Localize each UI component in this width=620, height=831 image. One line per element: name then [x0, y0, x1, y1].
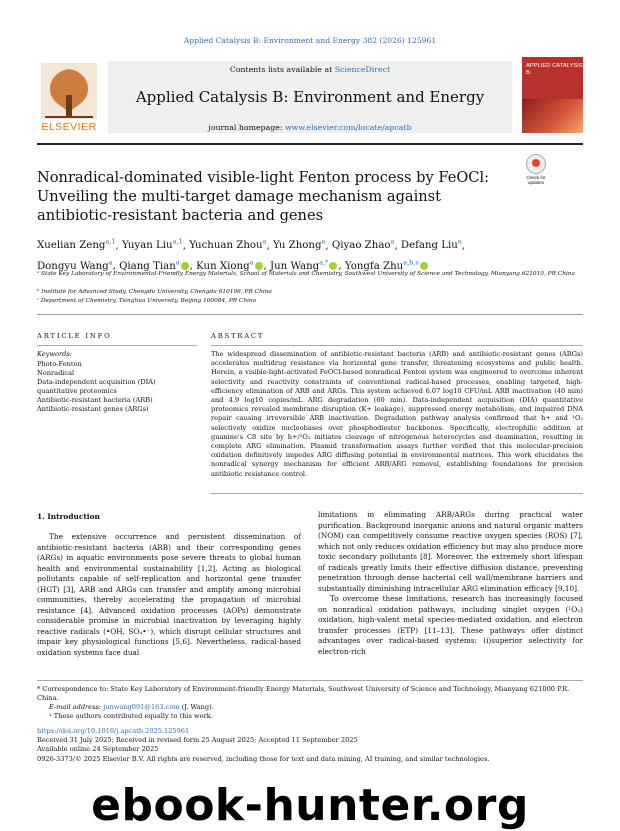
article-info-heading: ARTICLE INFO	[37, 332, 112, 340]
contents-prefix: Contents lists available at	[229, 65, 335, 74]
intro-left-column	[37, 532, 301, 658]
homepage-link[interactable]: www.elsevier.com/locate/apcatb	[284, 123, 412, 132]
orcid-icon[interactable]	[255, 262, 263, 270]
author[interactable]: Yongfa Zhu$^{a,b,c}$	[345, 261, 429, 272]
homepage-prefix: journal homepage:	[208, 123, 285, 132]
author[interactable]: Xuelian Zeng$^{a,1}$	[37, 238, 116, 252]
contents-line	[108, 65, 512, 74]
doi-link[interactable]: https://doi.org/10.1016/j.apcatb.2025.125961	[37, 727, 190, 735]
affiliation: ᵃ State Key Laboratory of Environmental-Friendly Energy Materials, School of Materials and Chemistry, Southwest University of Science and Technology, Mianyang 621010, PR China	[37, 271, 575, 277]
author[interactable]: Jun Wang$^{a,*}$	[270, 261, 338, 272]
author[interactable]: Defang Liu$^a$	[400, 238, 462, 252]
affiliation: ᵇ Institute for Advanced Study, Chengdu University, Chengdu 610106, PR China	[37, 289, 272, 295]
sciencedirect-link[interactable]: ScienceDirect	[334, 65, 391, 74]
keyword: Photo-Fenton	[37, 360, 82, 368]
intro-right-column	[318, 510, 583, 657]
affiliation-rule	[37, 314, 583, 315]
correspondence-note: * Correspondence to: State Key Laboratory of Environment-friendly Energy Materials, Southwest University of Science and Technology, Mianyang 621000 P.R. China.	[37, 685, 570, 702]
check-updates-icon	[526, 154, 546, 174]
cover-title: APPLIED CATALYSIS B:	[526, 63, 583, 76]
affiliation: ᶜ Department of Chemistry, Tsinghua University, Beijing 100084, PR China	[37, 298, 257, 304]
article-title: Nonradical-dominated visible-light Fenton process by FeOCl: Unveiling the multi-target damage mechanism against antibiotic-resistant bacteria and genes	[37, 169, 490, 224]
journal-citation-link[interactable]: Applied Catalysis B: Environment and Energy 382 (2026) 125961	[183, 36, 437, 45]
keyword: Antibiotic-resistant bacteria (ARB)	[37, 396, 153, 404]
keyword-list	[37, 360, 197, 414]
abstract-text: The widespread dissemination of antibiotic-resistant bacteria (ARB) and antibiotic-resistant genes (ARGs) accelerates multidrug resistance via horizontal gene transfer, threatening ecosystems and public health. Herein, a visible-light-activated FeOCl-based nonradical Fenton system was engineered to overcome inherent selectivity and reactivity constraints of conventional radical-based processes, enabling targeted, high-efficiency elimination of ARB and ARGs. This system achieved 6.07 log10 CFU/mL ARB inactivation (40 min) and 4.9 log10 copies/mL ARG degradation (60 min). Data-independent acquisition (DIA) quantitative proteomics revealed membrane disruption (K+ leakage), suppressed energy metabolism, and impaired DNA repair causing irreversible ARB inactivation. Degradation pathway analysis confirmed that h+ and ¹O₂ selectively oxidize nucleobases over phosphodiester backbones. Specifically, electrophilic addition at guanine's C8 site by h+/¹O₂ initiates cleavage of nitrogenous heterocycles and deamination, resulting in complete ARG elimination. Plasmid transformation assays further verified that this molecular-precision oxidation definitively impedes ARG diffusing potential in environmental matrices. This work elucidates the nonradical synergy mechanism for efficient ARB/ARG removal, establishing foundations for precision antibiotic resistance control.	[211, 350, 583, 478]
keywords-rule	[37, 345, 197, 346]
keyword: Antibiotic-resistant genes (ARGs)	[37, 405, 149, 413]
keyword: quantitative proteomics	[37, 387, 117, 395]
publisher-name: ELSEVIER	[41, 121, 97, 133]
copyright-line: 0926-3373/© 2025 Elsevier B.V. All rights are reserved, including those for text and data mining, AI training, and similar technologies.	[37, 754, 490, 763]
introduction-heading: 1. Introduction	[37, 512, 100, 521]
intro-paragraph: limitations in eliminating ARB/ARGs during practical water purification. Background inorganic anions and natural organic matters (NOM) can competitively consume reactive oxygen species (ROS) [7], which not only reduces oxidation efficiency but may also produce more toxic secondary pollutants [8]. Moreover, the extremely short lifespan of radicals greatly limits their effective diffusion distance, preventing penetration through dense bacterial cell wall/membrane barriers and substantially diminishing intracellular ARG elimination efficacy [9,10].	[318, 510, 583, 593]
author[interactable]: Kun Xiong$^a$	[196, 261, 263, 272]
intro-paragraph: To overcome these limitations, research has increasingly focused on nonradical oxidation pathways, including singlet oxygen (¹O₂) oxidation, high-valent metal species-mediated oxidation, and electron transfer processes (ETP) [11–13]. These pathways offer distinct advantages over radical-based systems: (i)superior selectivity for electron-rich	[318, 594, 583, 656]
email-note: E-mail address: junwang091@163.com (J. Wang).	[49, 703, 214, 711]
orcid-icon[interactable]	[420, 262, 428, 270]
publication-info	[37, 727, 583, 764]
author[interactable]: Qiang Tian$^a$	[119, 261, 190, 272]
abstract-bottom-rule	[211, 493, 583, 494]
journal-cover[interactable]	[522, 57, 583, 133]
abstract-rule	[211, 345, 583, 346]
watermark: ebook-hunter.org	[91, 780, 529, 831]
journal-name: Applied Catalysis B: Environment and Energy	[135, 88, 485, 106]
elsevier-tree-icon	[37, 61, 101, 121]
keyword: Nonradical	[37, 369, 75, 377]
orcid-icon[interactable]	[329, 262, 337, 270]
received-dates: Received 31 July 2025; Received in revised form 25 August 2025; Accepted 11 September 2025	[37, 736, 358, 745]
check-updates-label: Check for updates	[526, 175, 546, 185]
orcid-icon[interactable]	[181, 262, 189, 270]
email-link[interactable]: junwang091@163.com	[103, 703, 180, 711]
intro-paragraph: The extensive occurrence and persistent dissemination of antibiotic-resistant bacteria (ARB) and their corresponding genes (ARGs) in aquatic environments pose severe threats to global human health and environmental sustainability [1,2]. Acting as biological pollutants capable of self-replication and horizontal gene transfer (HGT) [3], ARB and ARGs can transfer and amplify among microbial communities, thereby accelerating the propagation of microbial resistance [4]. Advanced oxidation processes (AOPs) demonstrate considerable promise in microbial inactivation by leveraging highly reactive radicals (•OH, SO₄•⁻), which disrupt cellular structures and impair key physiological functions [5,6]. Nevertheless, radical-based oxidation systems face dual	[37, 532, 301, 657]
author-list: Xuelian Zeng$^{a,1}$, Yuyan Liu$^{a,1}$, Yuchuan Zhou$^a$, Yu Zhong$^a$, Qiyao Zhao$^a$, Defang Liu$^a$, Dongyu Wang$^a$, Qiang Tian$^a$ , Kun Xiong$^a$ , Jun Wang$^{a,*}$ , Yongfa Zhu$^{a,b,c}$	[37, 238, 466, 272]
author[interactable]: Yu Zhong$^a$	[273, 238, 326, 252]
equal-contribution-note: ¹ These authors contributed equally to this work.	[49, 712, 213, 720]
author[interactable]: Dongyu Wang$^a$	[37, 258, 113, 272]
author[interactable]: Qiyao Zhao$^a$	[331, 238, 395, 252]
abstract-heading: ABSTRACT	[211, 332, 265, 340]
homepage-line	[108, 123, 512, 132]
keyword: Data-independent acquisition (DIA)	[37, 378, 156, 386]
footnote-rule	[37, 680, 583, 681]
available-online: Available online 24 September 2025	[37, 745, 159, 754]
author[interactable]: Yuyan Liu$^{a,1}$	[122, 238, 183, 252]
footnotes	[37, 685, 583, 721]
masthead-rule	[37, 143, 583, 145]
cover-image	[522, 99, 583, 133]
keywords-label: Keywords:	[37, 350, 72, 358]
author[interactable]: Yuchuan Zhou$^a$	[189, 238, 267, 252]
check-for-updates-button[interactable]	[521, 154, 551, 188]
